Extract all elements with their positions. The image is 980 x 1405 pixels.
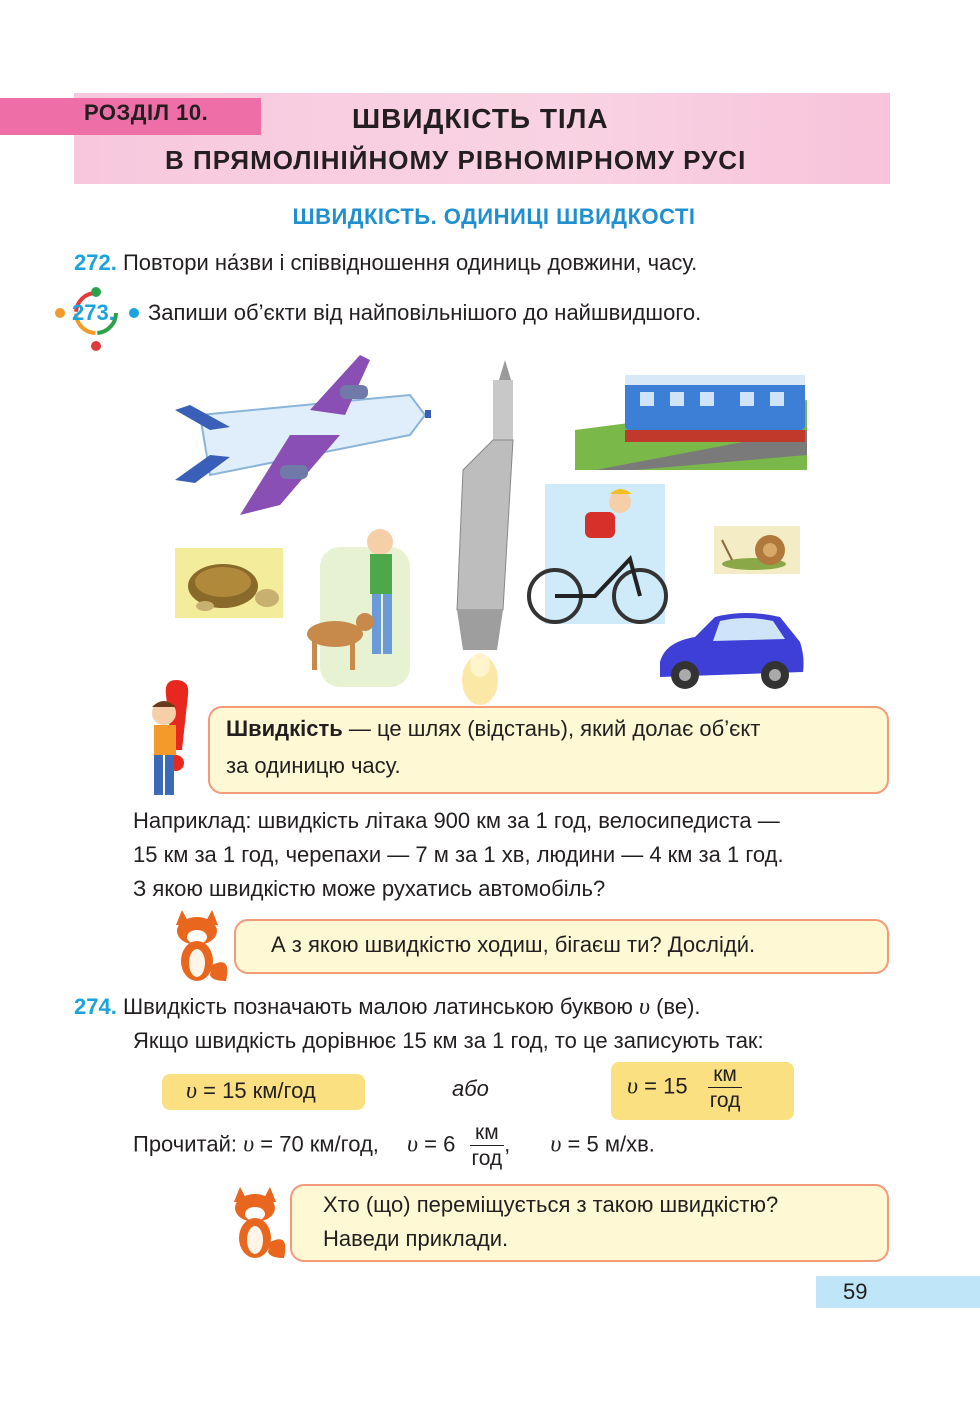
fraction: [470, 1122, 505, 1169]
task-274: [74, 994, 701, 1021]
fraction-denominator: год: [471, 1147, 503, 1170]
fraction-denominator: год: [709, 1089, 741, 1112]
fraction-numerator: км: [470, 1122, 505, 1146]
airplane-illustration: [170, 355, 435, 530]
formula-1: [186, 1078, 316, 1105]
formula-2-value: = 15: [638, 1073, 688, 1099]
definition-term: Швидкість: [226, 716, 343, 741]
snail-illustration: [714, 526, 800, 574]
formula-2: [627, 1064, 742, 1111]
definition-text: — це шлях (відстань), який долає об’єкт: [342, 716, 761, 741]
example-line3: З якою швидкістю може рухатись автомобіль?: [133, 876, 606, 901]
definition-line1: [226, 716, 760, 742]
task-number: 272.: [74, 250, 117, 275]
fox-question-2-line1: Хто (що) переміщується з такою швидкістю?: [323, 1192, 779, 1217]
task-text: Повтори на́зви і співвідношення одиниць довжини, часу.: [122, 250, 698, 275]
section-label: РОЗДІЛ 10.: [84, 100, 209, 125]
example-line1: Наприклад: швидкість літака 900 км за 1 год, велосипедиста —: [133, 808, 780, 833]
fox-illustration: [220, 1182, 292, 1262]
read-line: [133, 1122, 655, 1169]
read-value-3: = 5 м/хв.: [561, 1131, 655, 1157]
lesson-subtitle: ШВИДКІСТЬ. ОДИНИЦІ ШВИДКОСТІ: [292, 204, 696, 229]
read-value-1: = 70 км/год,: [254, 1131, 379, 1157]
page-number-box: [816, 1276, 980, 1308]
task-text-end: (ве).: [649, 994, 701, 1019]
task-273: [72, 300, 115, 326]
formula-1-value: = 15 км/год: [197, 1078, 316, 1103]
or-word: або: [452, 1076, 489, 1101]
velocity-symbol: υ: [627, 1073, 639, 1100]
example-line2: 15 км за 1 год, черепахи — 7 м за 1 хв, людини — 4 км за 1 год.: [133, 842, 784, 867]
chapter-title-line1: ШВИДКІСТЬ ТІЛА: [352, 103, 609, 134]
turtle-illustration: [175, 548, 283, 618]
fox-question-1: А з якою швидкістю ходиш, бігаєш ти? Досліди́.: [271, 932, 756, 957]
fox-illustration: [162, 905, 234, 983]
train-illustration: [575, 360, 807, 470]
fraction-numerator: км: [708, 1064, 743, 1088]
fraction: [708, 1064, 743, 1111]
task-272: [74, 250, 697, 276]
boy-with-dog-illustration: [290, 522, 410, 687]
read-label: Прочитай:: [133, 1131, 244, 1157]
task-273-text: Запиши об’єкти від найповільнішого до найшвидшого.: [148, 300, 702, 325]
task-number: 273.: [72, 300, 115, 325]
definition-line2: за одиницю часу.: [226, 753, 401, 778]
velocity-symbol: υ: [638, 994, 650, 1020]
task-text: Швидкість позначають малою латинською буквою: [122, 994, 639, 1019]
car-illustration: [655, 607, 807, 692]
fox-question-2-line2: Наведи приклади.: [323, 1226, 509, 1251]
velocity-symbol: υ: [407, 1131, 419, 1158]
cyclist-illustration: [520, 484, 670, 624]
velocity-symbol: υ: [243, 1131, 255, 1158]
velocity-symbol: υ: [550, 1131, 562, 1158]
page-number: 59: [843, 1279, 868, 1304]
comma: ,: [504, 1131, 511, 1157]
task-number: 274.: [74, 994, 117, 1019]
read-value-2: = 6: [418, 1131, 456, 1157]
boy-with-exclamation-illustration: [142, 675, 210, 803]
task-274-line2: Якщо швидкість дорівнює 15 км за 1 год, то це записують так:: [133, 1028, 764, 1053]
chapter-title-line2: В ПРЯМОЛІНІЙНОМУ РІВНОМІРНОМУ РУСІ: [165, 145, 747, 175]
rocket-illustration: [435, 360, 525, 705]
velocity-symbol: υ: [186, 1078, 198, 1104]
